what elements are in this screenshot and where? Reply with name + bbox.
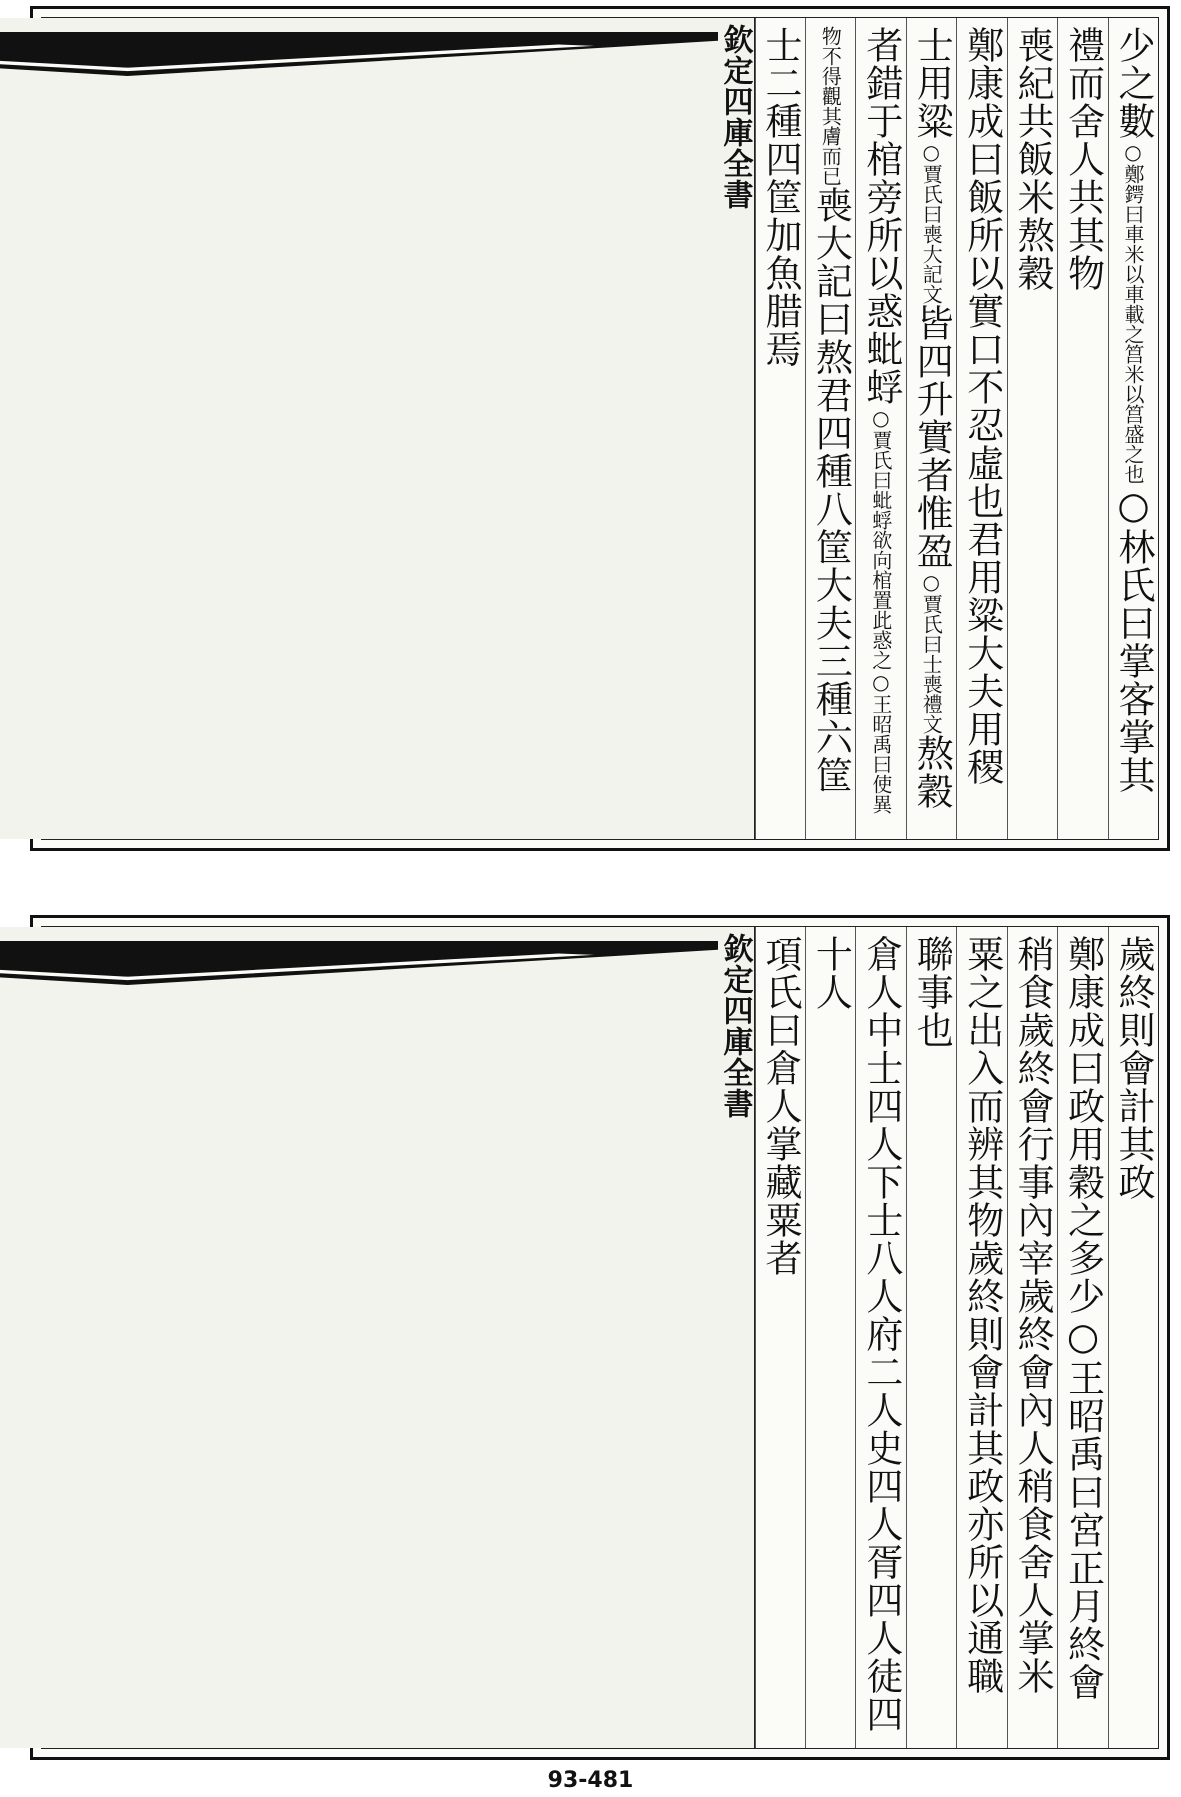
text-column [1057, 18, 1107, 839]
commentary-note: 物不得觀其膚而已 [818, 26, 843, 186]
main-text: 粟之出入而辨其物歲終則會計其政亦所以通職 [960, 935, 1004, 1695]
commentary-note: ○賈氏曰士喪禮文 [919, 570, 944, 734]
main-text: 十人 [809, 935, 853, 1011]
text-column [956, 18, 1006, 839]
commentary-note: ○賈氏曰喪大記文 [919, 140, 944, 304]
center-fold-strip [0, 927, 755, 1748]
main-text: 聯事也 [910, 935, 954, 1049]
text-column [956, 927, 1006, 1748]
top-page-frame [41, 17, 1159, 840]
page-footer-number: 93-481 [547, 1768, 634, 1793]
main-text: 禮而舍人共其物 [1061, 26, 1105, 292]
main-text: ○林氏曰掌客掌其 [1112, 484, 1155, 794]
main-text: 熬穀 [910, 734, 954, 810]
main-text: 少之數 [1112, 26, 1155, 140]
main-text: 鄭康成曰飯所以實口不忍虛也君用粱大夫用稷 [960, 26, 1004, 786]
main-text: 喪紀共飯米熬穀 [1011, 26, 1055, 292]
text-column [855, 18, 905, 839]
book-title: 欽定四庫全書 [717, 933, 753, 1119]
center-fold-strip [0, 18, 755, 839]
main-text: 者錯于棺旁所以惑蚍蜉 [859, 26, 903, 406]
text-column [805, 927, 855, 1748]
text-column [1057, 927, 1107, 1748]
fish-tail-mark-icon [0, 32, 718, 76]
text-column [805, 18, 855, 839]
commentary-note: ○鄭鍔曰車米以車載之筥米以筥盛之也 [1121, 140, 1145, 484]
text-column [1108, 927, 1158, 1748]
main-text: 士用粱 [910, 26, 954, 140]
main-text: 士二種四筐加魚腊焉 [758, 26, 802, 368]
main-text: 喪大記曰熬君四種八筐大夫三種六筐 [809, 186, 853, 794]
text-column [1007, 18, 1057, 839]
main-text: 稍食歲終會行事內宰歲終會內人稍食舍人掌米 [1011, 935, 1055, 1695]
text-column [855, 927, 905, 1748]
text-column [906, 927, 956, 1748]
commentary-note: ○賈氏曰蚍蜉欲向棺置此惑之○王昭禹曰使異 [868, 406, 893, 814]
main-text: 歲終則會計其政 [1112, 935, 1155, 1201]
book-title: 欽定四庫全書 [717, 24, 753, 210]
main-text: 鄭康成曰政用穀之多少○王昭禹曰宮正月終會 [1061, 935, 1105, 1701]
bottom-page-frame [41, 926, 1159, 1749]
text-column [1108, 18, 1158, 839]
text-column [755, 927, 805, 1748]
top-page-columns [42, 18, 1158, 839]
text-column [755, 18, 805, 839]
text-column [1007, 927, 1057, 1748]
bottom-page-columns [42, 927, 1158, 1748]
main-text: 皆四升實者惟盈 [910, 304, 954, 570]
main-text: 倉人中士四人下士八人府二人史四人胥四人徒四 [859, 935, 903, 1733]
bottom-page [30, 915, 1170, 1760]
top-page [30, 6, 1170, 851]
fish-tail-mark-icon [0, 941, 718, 985]
main-text: 項氏曰倉人掌藏粟者 [758, 935, 802, 1277]
text-column [906, 18, 956, 839]
